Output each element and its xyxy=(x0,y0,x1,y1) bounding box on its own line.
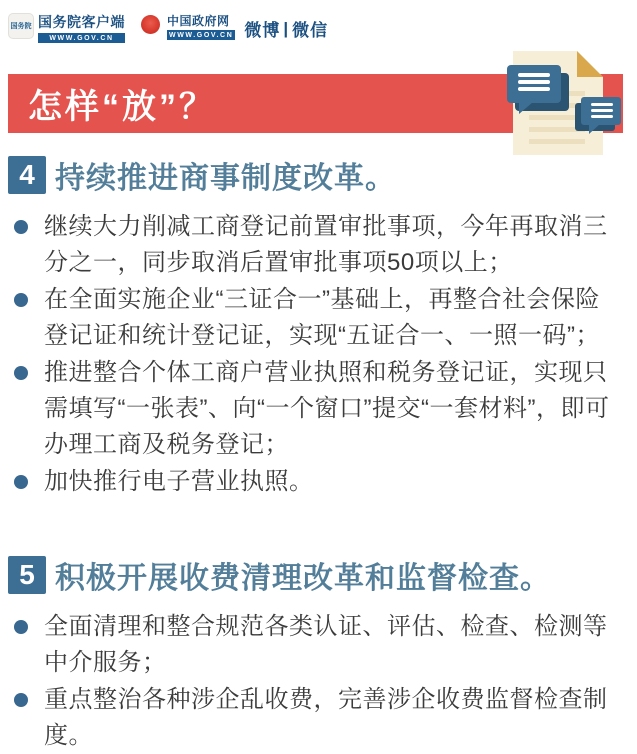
masthead xyxy=(0,0,637,46)
section-5-bullet-list xyxy=(14,609,623,754)
bubble-text-line xyxy=(518,80,550,84)
bullet-dot-icon xyxy=(14,620,28,634)
section-number-badge: 5 xyxy=(8,556,46,594)
bullet-text: 在全面实施企业“三证合一”基础上，再整合社会保险登记证和统计登记证，实现“五证合一、一照一码”； xyxy=(44,286,600,349)
bullet-text: 推进整合个体工商户营业执照和税务登记证，实现只需填写“一张表”、向“一个窗口”提交“一套材料”，即可办理工商及税务登记； xyxy=(44,359,610,458)
gov-site-logo xyxy=(125,12,235,40)
bullet-dot-icon xyxy=(14,693,28,707)
bubble-text-line xyxy=(518,73,550,77)
bullet-text: 重点整治各种涉企乱收费，完善涉企收费监督检查制度。 xyxy=(44,686,608,749)
national-emblem-icon xyxy=(141,15,160,34)
bubble-text-line xyxy=(591,109,613,112)
gov-site-title: 中国政府网 xyxy=(167,14,230,28)
bubble-tail xyxy=(589,124,600,134)
section-title: 持续推进商事制度改革。 xyxy=(55,162,396,195)
section-4-bullet-list xyxy=(14,209,623,500)
section-5-header xyxy=(8,556,637,594)
state-council-app-icon xyxy=(8,13,34,39)
section-4-header xyxy=(8,156,637,194)
chat-bubble-small-icon xyxy=(581,97,621,125)
section-4 xyxy=(0,156,637,500)
list-item xyxy=(14,609,623,681)
wechat-label: 微信 xyxy=(292,21,329,40)
gov-site-url: WWW.GOV.CN xyxy=(169,32,234,39)
bullet-dot-icon xyxy=(14,293,28,307)
list-item xyxy=(14,282,623,354)
social-channels xyxy=(244,16,328,41)
section-number-badge: 4 xyxy=(8,156,46,194)
banner-title: 怎样“放”？ xyxy=(28,88,216,126)
bubble-text-line xyxy=(518,87,550,91)
weibo-label: 微博 xyxy=(244,21,281,40)
bullet-dot-icon xyxy=(14,475,28,489)
bullet-text: 加快推行电子营业执照。 xyxy=(44,468,314,495)
list-item xyxy=(14,464,623,500)
app-icon-label: 国务院 xyxy=(10,23,32,30)
gov-client-url: WWW.GOV.CN xyxy=(38,33,125,43)
bullet-text: 继续大力削减工商登记前置审批事项，今年再取消三分之一，同步取消后置审批事项50项以上； xyxy=(44,213,608,276)
bubble-text-line xyxy=(591,103,613,106)
list-item xyxy=(14,355,623,463)
gov-client-text xyxy=(38,12,125,43)
bubble-text-line xyxy=(591,115,613,118)
social-separator: | xyxy=(283,18,290,38)
chat-bubble-large-icon xyxy=(507,65,561,103)
list-item xyxy=(14,682,623,754)
banner-row xyxy=(0,74,637,133)
bubble-tail xyxy=(519,102,533,114)
bullet-dot-icon xyxy=(14,366,28,380)
document-chat-icon xyxy=(505,51,623,161)
bullet-dot-icon xyxy=(14,220,28,234)
section-5 xyxy=(0,556,637,754)
list-item xyxy=(14,209,623,281)
gov-client-logo xyxy=(8,12,125,43)
paper-fold-icon xyxy=(577,51,603,77)
bullet-text: 全面清理和整合规范各类认证、评估、检查、检测等中介服务； xyxy=(44,613,608,676)
paper-line xyxy=(529,139,585,144)
gov-client-title: 国务院客户端 xyxy=(38,14,125,30)
section-title: 积极开展收费清理改革和监督检查。 xyxy=(55,562,551,595)
gov-site-text xyxy=(167,12,235,40)
